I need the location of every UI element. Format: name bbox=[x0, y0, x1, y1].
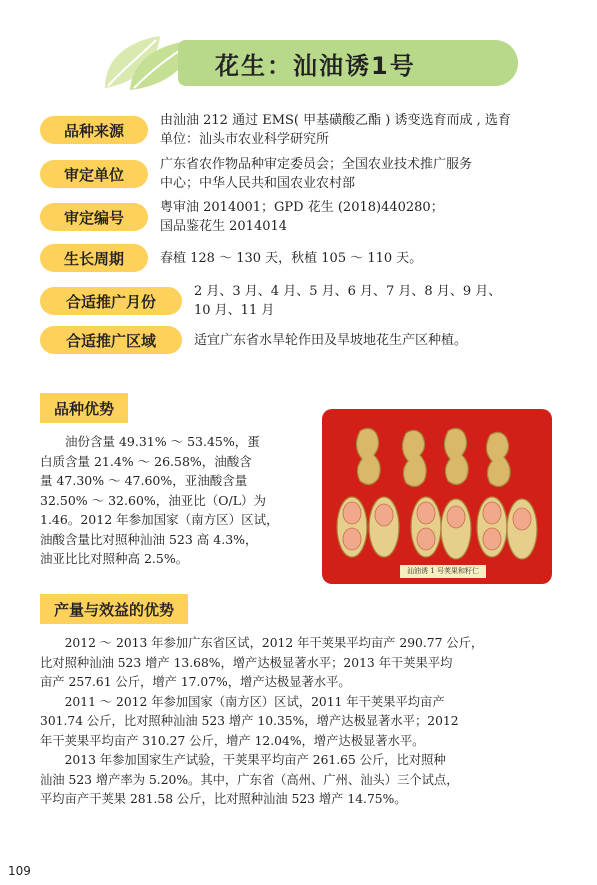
section-header-yield: 产量与效益的优势 bbox=[40, 594, 188, 624]
info-value: 春植 128 ～ 130 天，秋植 105 ～ 110 天。 bbox=[160, 250, 423, 266]
info-row-region bbox=[40, 326, 467, 354]
page-number: 109 bbox=[8, 864, 31, 878]
info-label: 合适推广月份 bbox=[40, 287, 182, 315]
info-label: 审定单位 bbox=[40, 160, 148, 188]
info-value: 广东省农作物品种审定委员会；全国农业技术推广服务 中心；中华人民共和国农业农村部 bbox=[160, 157, 473, 191]
info-value: 粤审油 2014001；GPD 花生 (2018)440280； 国品鉴花生 2014014 bbox=[160, 200, 444, 234]
yield-paragraph: 2012 ～ 2013 年参加广东省区试，2012 年干荚果平均亩产 290.77 公斤， 比对照种汕油 523 增产 13.68%，增产达极显著水平；2013 年干荚果平均 亩产 257.61 公斤，增产 17.07%，增产达极显著水平。 2011 ～ 2012 年参加国家（南方区）区试，2011 年干荚果平均亩产 301.74 公斤，比对照种汕油 523 增产 10.35%，增产达极显著水平；2012 年干荚果平均亩产 310.27 公斤，增产 12.04%，增产达极显著水平。 2013 年参加国家生产试验，干荚果平均亩产 261.65 公斤，比对照种 汕油 523 增产率为 5.20%。其中，广东省（高州、广州、汕头）三个试点， 平均亩产干荚果 281.58 公斤，比对照种汕油 523 增产 14.75%。 bbox=[40, 636, 484, 806]
photo-caption: 汕油诱 1 号荚果和籽仁 bbox=[400, 565, 486, 578]
info-value: 适宜广东省水旱轮作田及旱坡地花生产区种植。 bbox=[194, 332, 468, 348]
info-label: 合适推广区域 bbox=[40, 326, 182, 354]
info-row-approval-unit bbox=[40, 155, 472, 193]
info-row-approval-number bbox=[40, 198, 444, 236]
advantage-paragraph: 油份含量 49.31% ～ 53.45%，蛋 白质含量 21.4% ～ 26.58%，油酸含 量 47.30% ～ 47.60%，亚油酸含量 32.50% ～ 32.60%，油亚比（O/L）为 1.46。2012 年参加国家（南方区）区试， 油酸含量比对照种汕油 523 高 4.3%， 油亚比比对照种高 2.5%。 bbox=[40, 434, 279, 566]
peanut-illustration bbox=[322, 409, 552, 584]
info-value: 由汕油 212 通过 EMS( 甲基磺酸乙酯 ) 诱变选育而成 , 选育 单位：汕头市农业科学研究所 bbox=[160, 113, 511, 147]
info-label: 审定编号 bbox=[40, 203, 148, 231]
info-label: 品种来源 bbox=[40, 116, 148, 144]
title-banner bbox=[100, 30, 500, 94]
info-value: 2 月、3 月、4 月、5 月、6 月、7 月、8 月、9 月、 10 月、11 月 bbox=[194, 284, 502, 318]
info-row-growth-period bbox=[40, 244, 422, 272]
info-row-source bbox=[40, 111, 511, 149]
info-row-months bbox=[40, 282, 501, 320]
peanut-photo bbox=[322, 409, 552, 584]
info-label: 生长周期 bbox=[40, 244, 148, 272]
section-header-advantage: 品种优势 bbox=[40, 393, 128, 423]
page-title: 花生：汕油诱1号 bbox=[215, 52, 416, 80]
